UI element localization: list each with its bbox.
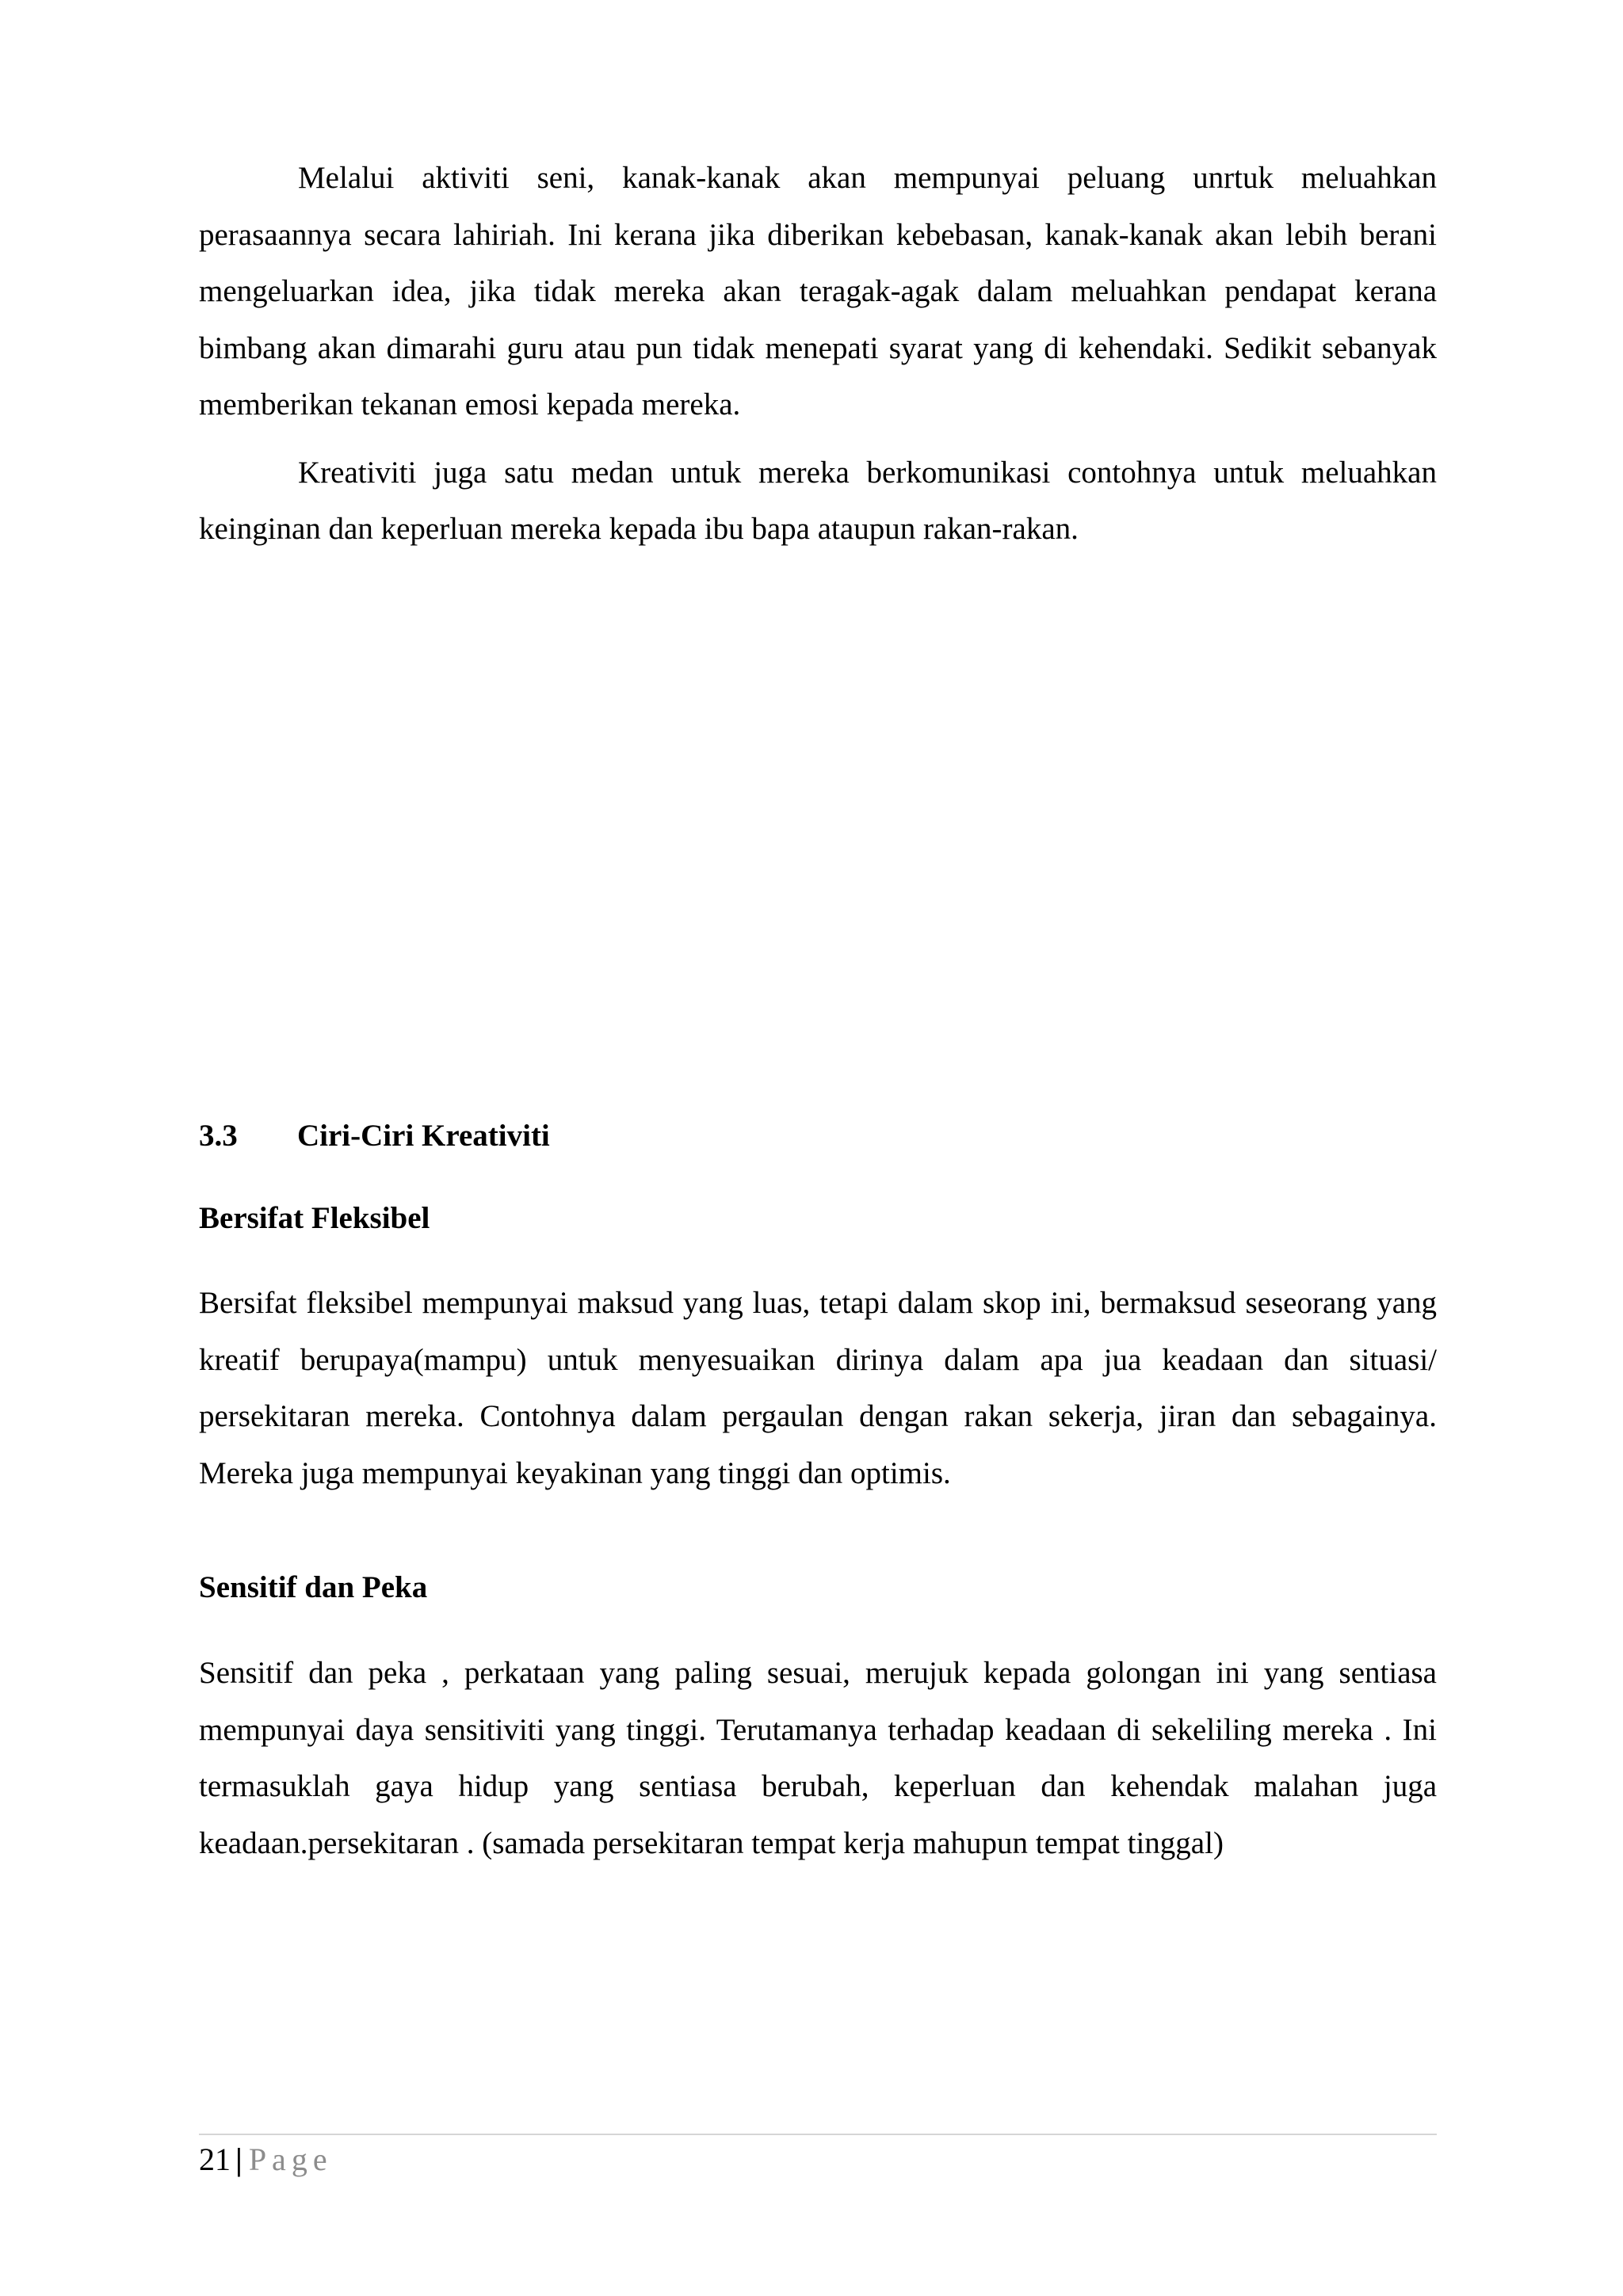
subsection-body-sensitive: Sensitif dan peka , perkataan yang paling sesuai, merujuk kepada golongan ini yang sentiasa mempunyai daya sensitiviti yang tinggi. Terutamanya terhadap keadaan di sekeliling mereka . Ini termasuklah gaya hidup yang sentiasa berubah, keperluan dan kehendak malahan juga keadaan.persekitaran . (samada persekitaran tempat kerja mahupun tempat tinggal) [199,1656,1437,1860]
section-title: Ciri-Ciri Kreativiti [297,1119,550,1153]
subsection-body-sensitive-wrap [199,1645,1437,1871]
section-heading [199,1116,550,1156]
subsection-body-flexible-wrap [199,1275,1437,1501]
subsection-heading-flexible: Bersifat Fleksibel [199,1201,430,1235]
section-number: 3.3 [199,1119,238,1153]
intro-paragraph-2: Kreativiti juga satu medan untuk mereka berkomunikasi contohnya untuk meluahkan keinginan dan keperluan mereka kepada ibu bapa ataupun rakan-rakan. [199,455,1437,546]
footer-divider [199,2134,1437,2135]
page-number: 21 [199,2142,231,2177]
page-footer [199,2139,333,2180]
intro-section [199,150,1437,558]
intro-paragraph-1: Melalui aktiviti seni, kanak-kanak akan mempunyai peluang unrtuk meluahkan perasaannya secara lahiriah. Ini kerana jika diberikan kebebasan, kanak-kanak akan lebih berani mengeluarkan idea, jika tidak mereka akan teragak-agak dalam meluahkan pendapat kerana bimbang akan dimarahi guru atau pun tidak menepati syarat yang di kehendaki. Sedikit sebanyak memberikan tekanan emosi kepada mereka. [199,161,1437,421]
subsection-heading-sensitive: Sensitif dan Peka [199,1570,428,1604]
subsection-body-flexible: Bersifat fleksibel mempunyai maksud yang luas, tetapi dalam skop ini, bermaksud seseorang yang kreatif berupaya(mampu) untuk menyesuaikan dirinya dalam apa jua keadaan dan situasi/ persekitaran mereka. Contohnya dalam pergaulan dengan rakan sekerja, jiran dan sebagainya. Mereka juga mempunyai keyakinan yang tinggi dan optimis. [199,1286,1437,1490]
page-label: Page [248,2142,333,2177]
footer-separator: | [235,2142,242,2177]
